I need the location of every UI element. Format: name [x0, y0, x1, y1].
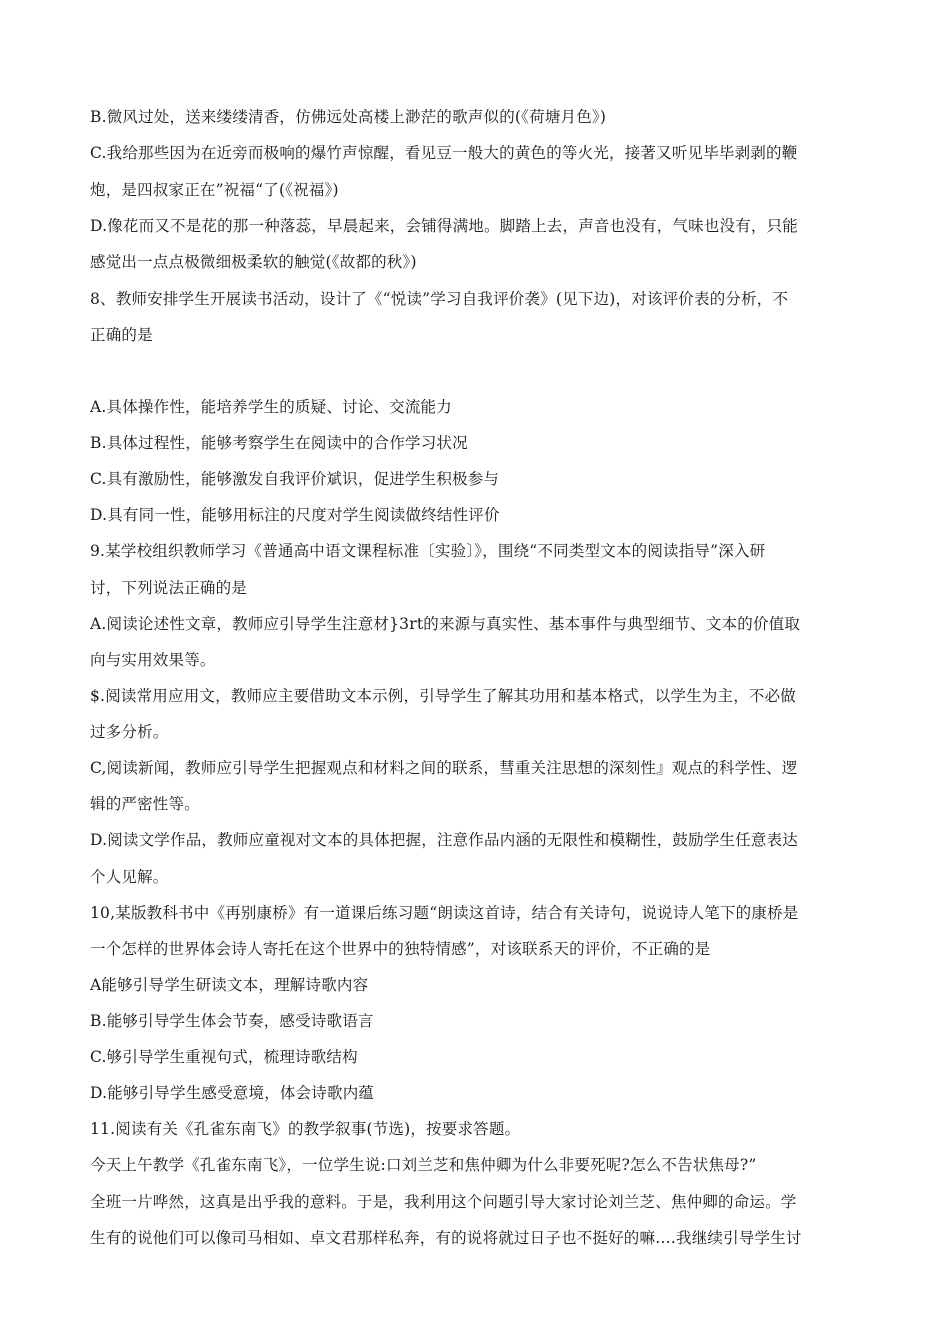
option-9c-line1: C,阅读新闻，教师应引导学生把握观点和材料之间的联系，彗重关注思想的深刻性』观点的科学性、逻	[90, 759, 798, 777]
option-9d-line2: 个人见解。	[90, 868, 169, 886]
option-10d: D.能够引导学生感受意境，体会诗歌内蕴	[90, 1084, 375, 1102]
option-9a-line2: 向与实用效果等。	[90, 651, 216, 669]
narrative-line2: 全班一片哗然，这真是出乎我的意料。于是，我利用这个问题引导大家讨论刘兰芝、焦仲卿的命运。学	[90, 1193, 797, 1211]
option-10c: C.够引导学生重视句式，梳理诗歌结构	[90, 1048, 358, 1066]
option-9b-line2: 过多分析。	[90, 723, 169, 741]
option-7d-line2: 感觉出一点点极微细极柔软的触觉(《故都的秋》)	[90, 253, 417, 271]
option-7b: B.微风过处，送来缕缕清香，仿佛远处高楼上渺茫的歌声似的(《荷塘月色》)	[90, 108, 607, 126]
question-11: 11.阅读有关《孔雀东南飞》的教学叙事(节选)，按要求答题。	[90, 1120, 521, 1138]
option-7d-line1: D.像花而又不是花的那一种落蕊，早晨起来，会铺得满地。脚踏上去，声音也没有，气味也没有，只能	[90, 217, 799, 235]
option-7c-line2: 炮，是四叔家正在”祝福“了(《祝福》)	[90, 181, 339, 199]
option-10b: B.能够引导学生体会节奏，感受诗歌语言	[90, 1012, 374, 1030]
question-9-line1: 9.某学校组织教师学习《普通高中语文课程标准〔实验〕》，围绕“不同类型文本的阅读指导”深入研	[90, 542, 766, 560]
option-8a: A.具体操作性，能培养学生的质疑、讨论、交流能力	[90, 398, 452, 416]
question-9-line2: 讨，下列说法正确的是	[90, 579, 248, 597]
narrative-line3: 生有的说他们可以像司马相如、卓文君那样私奔，有的说将就过日子也不挺好的嘛.…我继续引导学生讨	[90, 1229, 802, 1247]
option-7c-line1: C.我给那些因为在近旁而极响的爆竹声惊醒，看见豆一般大的黄色的等火光，接著又听见毕毕剥剥的鞭	[90, 144, 798, 162]
option-8c: C.具有激励性，能够激发自我评价斌识，促进学生积极参与	[90, 470, 500, 488]
option-9d-line1: D.阅读文学作品，教师应童视对文本的具体把握，注意作品内涵的无限性和模糊性，鼓励学生任意表达	[90, 831, 799, 849]
option-8b: B.具体过程性，能够考察学生在阅读中的合作学习状况	[90, 434, 468, 452]
option-10a: A能够引导学生研读文本，理解诗歌内容	[90, 976, 369, 994]
option-9a-line1: A.阅读论述性文章，教师应引导学生注意材}3rt的来源与真实性、基本事件与典型细节、文本的价值取	[90, 615, 801, 633]
question-10-line1: 10,某版教科书中《再别康桥》有一道课后练习题“朗读这首诗，结合有关诗句，说说诗人笔下的康桥是	[90, 904, 799, 922]
option-8d: D.具有同一性，能够用标注的尺度对学生阅读做终结性评价	[90, 506, 500, 524]
option-9c-line2: 辑的严密性等。	[90, 795, 200, 813]
question-8-line1: 8、教师安排学生开展读书活动，设计了《“悦读”学习自我评价袭》(见下边)，对该评价表的分析，不	[90, 290, 789, 308]
narrative-line1: 今天上午教学《孔雀东南飞》，一位学生说:口刘兰芝和焦仲卿为什么非要死呢?怎么不告状焦母?”	[90, 1156, 757, 1174]
option-9b-line1: $.阅读常用应用文，教师应主要借助文本示例，引导学生了解其功用和基本格式，以学生为主，不必做	[90, 687, 796, 705]
question-8-line2: 正确的是	[90, 326, 153, 344]
question-10-line2: 一个怎样的世界体会诗人寄托在这个世界中的独特情感”，对该联系天的评价，不正确的是	[90, 940, 711, 958]
